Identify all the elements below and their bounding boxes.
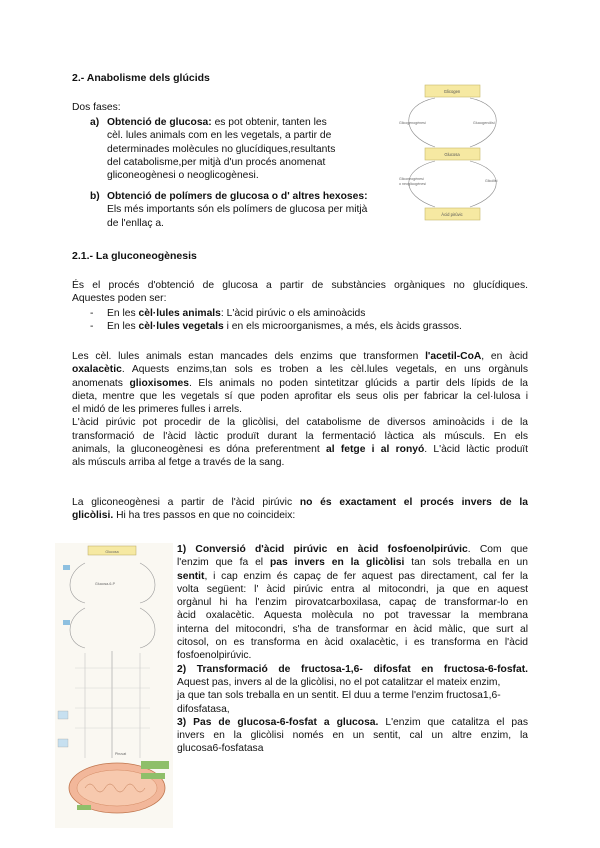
glucose-6-p-label: Glucosa-6-P: [95, 582, 115, 586]
enzyme-tag: [77, 805, 91, 810]
glycogen-cycle-diagram: [395, 80, 510, 225]
p2-line: Les cèl. lules animals estan mancades dels enzims que transformen l'acetil-CoA, en àcid: [72, 351, 528, 362]
gluconeogenesis-label: Gliconeogènesi: [399, 177, 424, 181]
p3-line: transformació de l'àcid làctic produït durant la fermentació làctica als músculs. En els: [72, 430, 528, 442]
p3-line: als músculs arriba al fetge a través de la sang.: [72, 457, 285, 469]
p2-line: el midó de les primeres fulles i arrels.: [72, 404, 242, 416]
glycolysis-label: Glicòlisi: [485, 179, 498, 183]
pyruvate-label: Piruvat: [115, 752, 127, 756]
step-2-line: Aquest pas, invers al de la glicòlisi, no el pot catalitzar el mateix enzim,: [177, 676, 501, 688]
p1-line: Aquestes poden ser:: [72, 293, 167, 305]
step-1-line: volta següent: l' àcid pirúvic entra al mitocondri, ja que en aquest: [177, 583, 528, 595]
p4-line: glicòlisi. Hi ha tres passos en que no coincideix:: [72, 510, 296, 522]
bullet-item: - En les cèl·lules animals: L'àcid pirúvic o els aminoàcids: [90, 308, 366, 319]
p1-line: És el procés d'obtenció de glucosa a partir de substàncies orgàniques no glucídiques.: [72, 280, 528, 291]
p2-line: dieta, mentre que les vegetals sí que poden aprofitar els seus olis per fabricar la cel·lulosa i: [72, 390, 528, 402]
enzyme-tag: [141, 773, 165, 779]
step-2-title: 2) Transformació de fructosa-1,6- difosfat en fructosa-6-fosfat.: [177, 663, 528, 675]
step-1-line: àcid oxalacètic. Aquesta molècula no pot travessar la membrana: [177, 610, 528, 622]
glucose-top-label: Glucosa: [105, 550, 119, 554]
glycogenesis-label: Glicogenogènesi: [399, 121, 426, 125]
bullet-list: [90, 307, 462, 334]
step-3-line: glucosa6-fosfatasa: [177, 743, 264, 755]
phase-a-line: del catabolisme,per mitjà d'un procés anomenat: [107, 156, 326, 168]
page-heading: 2.- Anabolisme dels glúcids: [72, 72, 210, 84]
enzyme-tag: [141, 761, 169, 769]
phase-a-line: gliconeogènesi o neoglicogènesi.: [107, 170, 259, 182]
enzyme-tag: [63, 620, 70, 625]
bullet-item: - En les cèl·lules vegetals i en els microorganismes, a més, els àcids grassos.: [90, 321, 462, 333]
neoglycogenesis-label: o neoglicogènesi: [399, 182, 426, 186]
step-3-title: 3) Pas de glucosa-6-fosfat a glucosa.: [177, 716, 379, 728]
steps-block: [177, 543, 528, 756]
glycogenolysis-label: Glucogenòlisi: [473, 121, 495, 125]
phase-a-line: es pot obtenir, tanten les: [211, 117, 327, 128]
step-1-line: orgànul hi ha l'enzim pirovatcarboxilasa, capaç de transformar-lo en: [177, 597, 528, 609]
phase-a-title: Obtenció de glucosa:: [107, 117, 212, 128]
p4-line: La gliconeogènesi a partir de l'àcid pirúvic no és exactament el procés invers de la: [72, 497, 528, 508]
intro-text: Dos fases:: [72, 102, 121, 113]
enzyme-tag: [58, 711, 68, 719]
step-1-line: interna del mitocondri, s'ha de transformar en àcid màlic, que surt al: [177, 623, 528, 635]
step-1-line: l'enzim que fa el pas invers en la glicòlisi tan sols treballa en un: [177, 557, 529, 569]
glycogen-label: Glicogen: [443, 89, 461, 94]
phase-a-line: cèl. lules animals com en les vegetals, a partir de: [107, 130, 332, 142]
phase-b-line: Els més importants són els polímers de glucosa per mitjà: [107, 204, 368, 216]
step-3-line: invers en la glicòlisi només en un sentit, cal un altre enzim, la: [177, 730, 528, 742]
phase-b-title: Obtenció de polímers de glucosa o d' altres hexoses:: [107, 191, 368, 202]
p2-line: anomenats glioxisomes. Els animals no poden sintetitzar glúcids a partir dels lípids de la: [72, 377, 528, 389]
p2-line: oxalacètic. Aquests enzims,tan sols es troben a les cèl.lules vegetals, en uns orgànuls: [72, 364, 528, 376]
step-1-line: 1) Conversió d'àcid pirúvic en àcid fosfoenolpirúvic. Com que: [177, 544, 528, 555]
gluconeogenesis-pathway-diagram: [55, 543, 173, 828]
glucose-label: Glucosa: [444, 152, 460, 157]
phase-b-line: de l'enllaç a.: [107, 217, 164, 229]
pyruvic-label: Àcid pirúvic: [441, 212, 463, 217]
step-3-line: 3) Pas de glucosa-6-fosfat a glucosa. L'enzim que catalitza el pas: [177, 716, 528, 728]
step-1-line: citosol, on es transforma en àcid oxalacètic, i es transforma en l'àcid: [177, 637, 528, 649]
step-1-line: fosfoenolpirúvic.: [177, 650, 252, 662]
section-p2: [72, 350, 528, 470]
enzyme-tag: [58, 739, 68, 747]
enzyme-tag: [63, 565, 70, 570]
phase-b-text: [107, 190, 407, 230]
section-heading: 2.1.- La gluconeogènesis: [72, 250, 197, 262]
section-p1: [72, 279, 528, 306]
step-2-line: ja que tan sols treballa en un sentit. El duu a terme l'enzim fructosa1,6-: [177, 690, 501, 702]
p3-line: L'àcid pirúvic pot procedir de la glicòlisi, del catabolisme de diversos aminoàcids i de la: [72, 417, 528, 429]
glycolysis-arrow: [470, 161, 496, 207]
p3-line: animals, la gluconeogènesi es dóna preferentment al fetge i al ronyó. L'àcid làctic produït: [72, 444, 529, 456]
step-1-title: 1) Conversió d'àcid pirúvic en àcid fosfoenolpirúvic: [177, 544, 468, 555]
step-2-line: difosfatasa,: [177, 703, 230, 715]
step-2-line: [177, 663, 528, 676]
phase-b-marker: b): [90, 191, 100, 202]
phase-a-marker: a): [90, 117, 100, 128]
phase-a-text: [107, 116, 397, 182]
phase-a-line: determinades molècules no glucídiques,resultants: [107, 143, 336, 155]
step-1-line: sentit, i cap enzim és capaç de fer aquest pas directament, cal fer la: [177, 570, 528, 582]
section-p4: [72, 496, 528, 523]
